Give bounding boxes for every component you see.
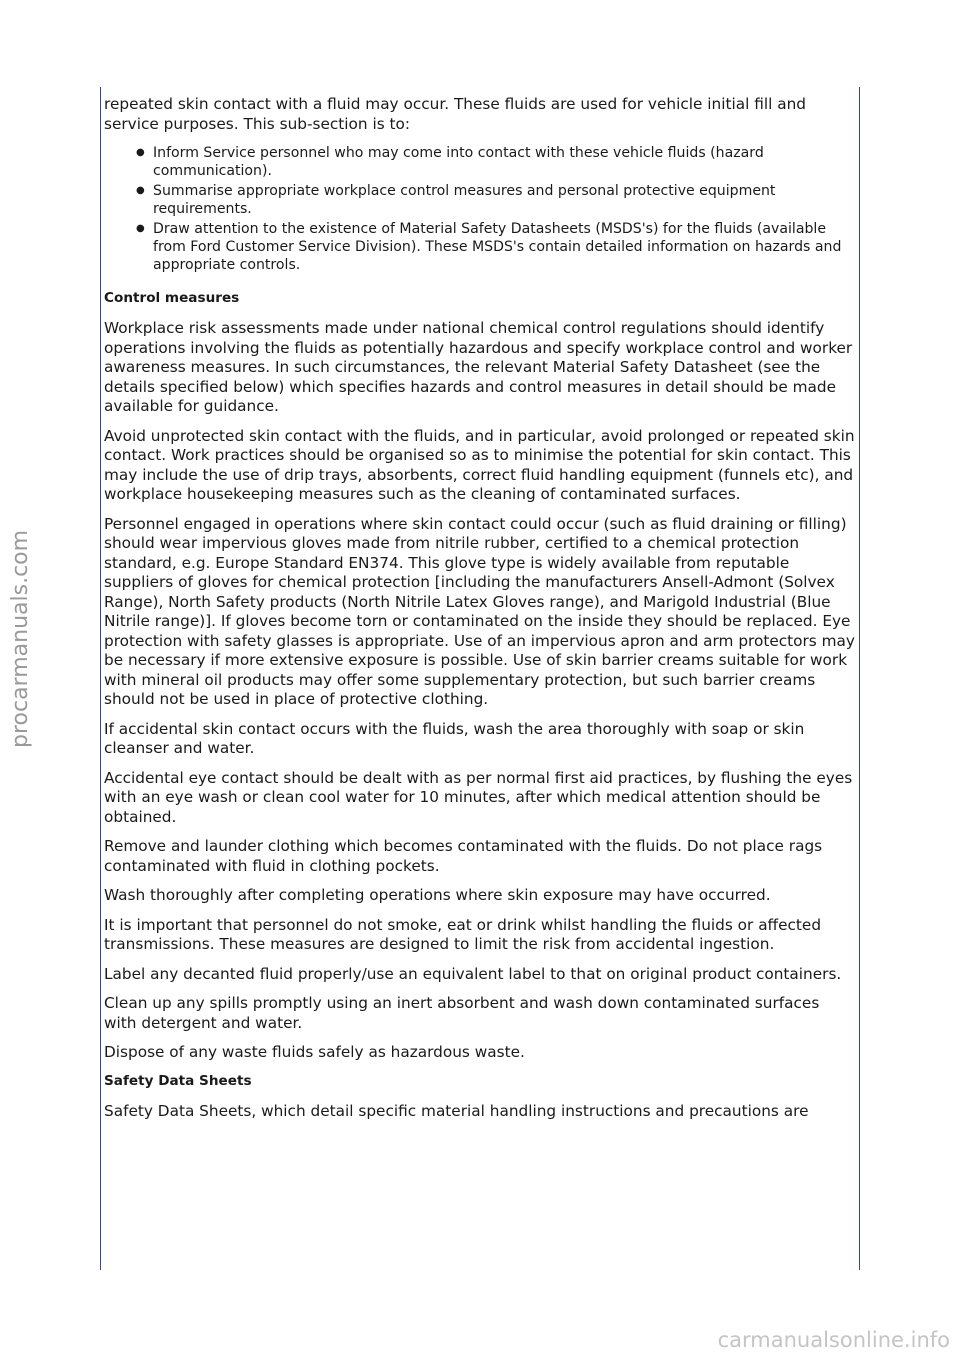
- paragraph: Wash thoroughly after completing operations where skin exposure may have occurred.: [104, 886, 771, 904]
- paragraph: It is important that personnel do not smoke, eat or drink whilst handling the fluids or affected transmissions. These measures are designed to limit the risk from accidental ingestion.: [104, 915, 822, 953]
- paragraph: Avoid unprotected skin contact with the fluids, and in particular, avoid prolonged or repeated skin contact. Work practices should be organised so as to minimise the potential for skin contact. This may include the use of drip trays, absorbents, correct fluid handling equipment (funnels etc), and workplace housekeeping measures such as the cleaning of contaminated surfaces.: [104, 426, 855, 503]
- intro-paragraph: repeated skin contact with a fluid may occur. These fluids are used for vehicle initial fill and service purposes. This sub-section is to:: [104, 95, 806, 133]
- paragraph: Personnel engaged in operations where skin contact could occur (such as fluid draining or filling) should wear impervious gloves made from nitrile rubber, certified to a chemical protection standard, e.g. Europe Standard EN374. This glove type is widely available from reputable suppliers of gloves for chemical protection [including the manufacturers Ansell-Admont (Solvex Range), North Safety products (North Nitrile Latex Gloves range), and Marigold Industrial (Blue Nitrile range)]. If gloves become torn or contaminated on the inside they should be replaced. Eye protection with safety glasses is appropriate. Use of an impervious apron and arm protectors may be necessary if more extensive exposure is possible. Use of skin barrier creams suitable for work with mineral oil products may offer some supplementary protection, but such barrier creams should not be used in place of protective clothing.: [104, 514, 855, 708]
- paragraph: If accidental skin contact occurs with the fluids, wash the area thoroughly with soap or skin cleanser and water.: [104, 719, 805, 757]
- paragraph: Safety Data Sheets, which detail specific material handling instructions and precautions are: [104, 1101, 809, 1120]
- list-item: ● Inform Service personnel who may come into contact with these vehicle fluids (hazard communication).: [153, 144, 856, 180]
- list-item: ● Draw attention to the existence of Material Safety Datasheets (MSDS's) for the fluids (available from Ford Customer Service Division). These MSDS's contain detailed information on hazards and appropriate controls.: [153, 220, 856, 274]
- safety-data-sheets-heading: Safety Data Sheets: [104, 1072, 252, 1089]
- paragraph: Remove and launder clothing which becomes contaminated with the fluids. Do not place rags contaminated with fluid in clothing pockets.: [104, 837, 823, 875]
- bottom-watermark: carmanualsonline.info: [717, 1328, 950, 1352]
- paragraph: Clean up any spills promptly using an inert absorbent and wash down contaminated surfaces with detergent and water.: [104, 994, 820, 1032]
- control-measures-heading: Control measures: [104, 290, 240, 306]
- side-watermark: procarmanuals.com: [8, 529, 33, 748]
- paragraph: Dispose of any waste fluids safely as hazardous waste.: [104, 1043, 525, 1061]
- paragraph: Workplace risk assessments made under national chemical control regulations should identify operations involving the fluids as potentially hazardous and specify workplace control and worker awareness measures. In such circumstances, the relevant Material Safety Datasheet (see the details specified below) which specifies hazards and control measures in detail should be made available for guidance.: [104, 319, 853, 415]
- document-body: [104, 95, 856, 1131]
- paragraph: Label any decanted fluid properly/use an equivalent label to that on original product containers.: [104, 964, 842, 983]
- purpose-list: [104, 144, 856, 274]
- list-item: ● Summarise appropriate workplace control measures and personal protective equipment requirements.: [153, 182, 856, 218]
- paragraph: Accidental eye contact should be dealt with as per normal first aid practices, by flushing the eyes with an eye wash or clean cool water for 10 minutes, after which medical attention should be obtained.: [104, 768, 853, 826]
